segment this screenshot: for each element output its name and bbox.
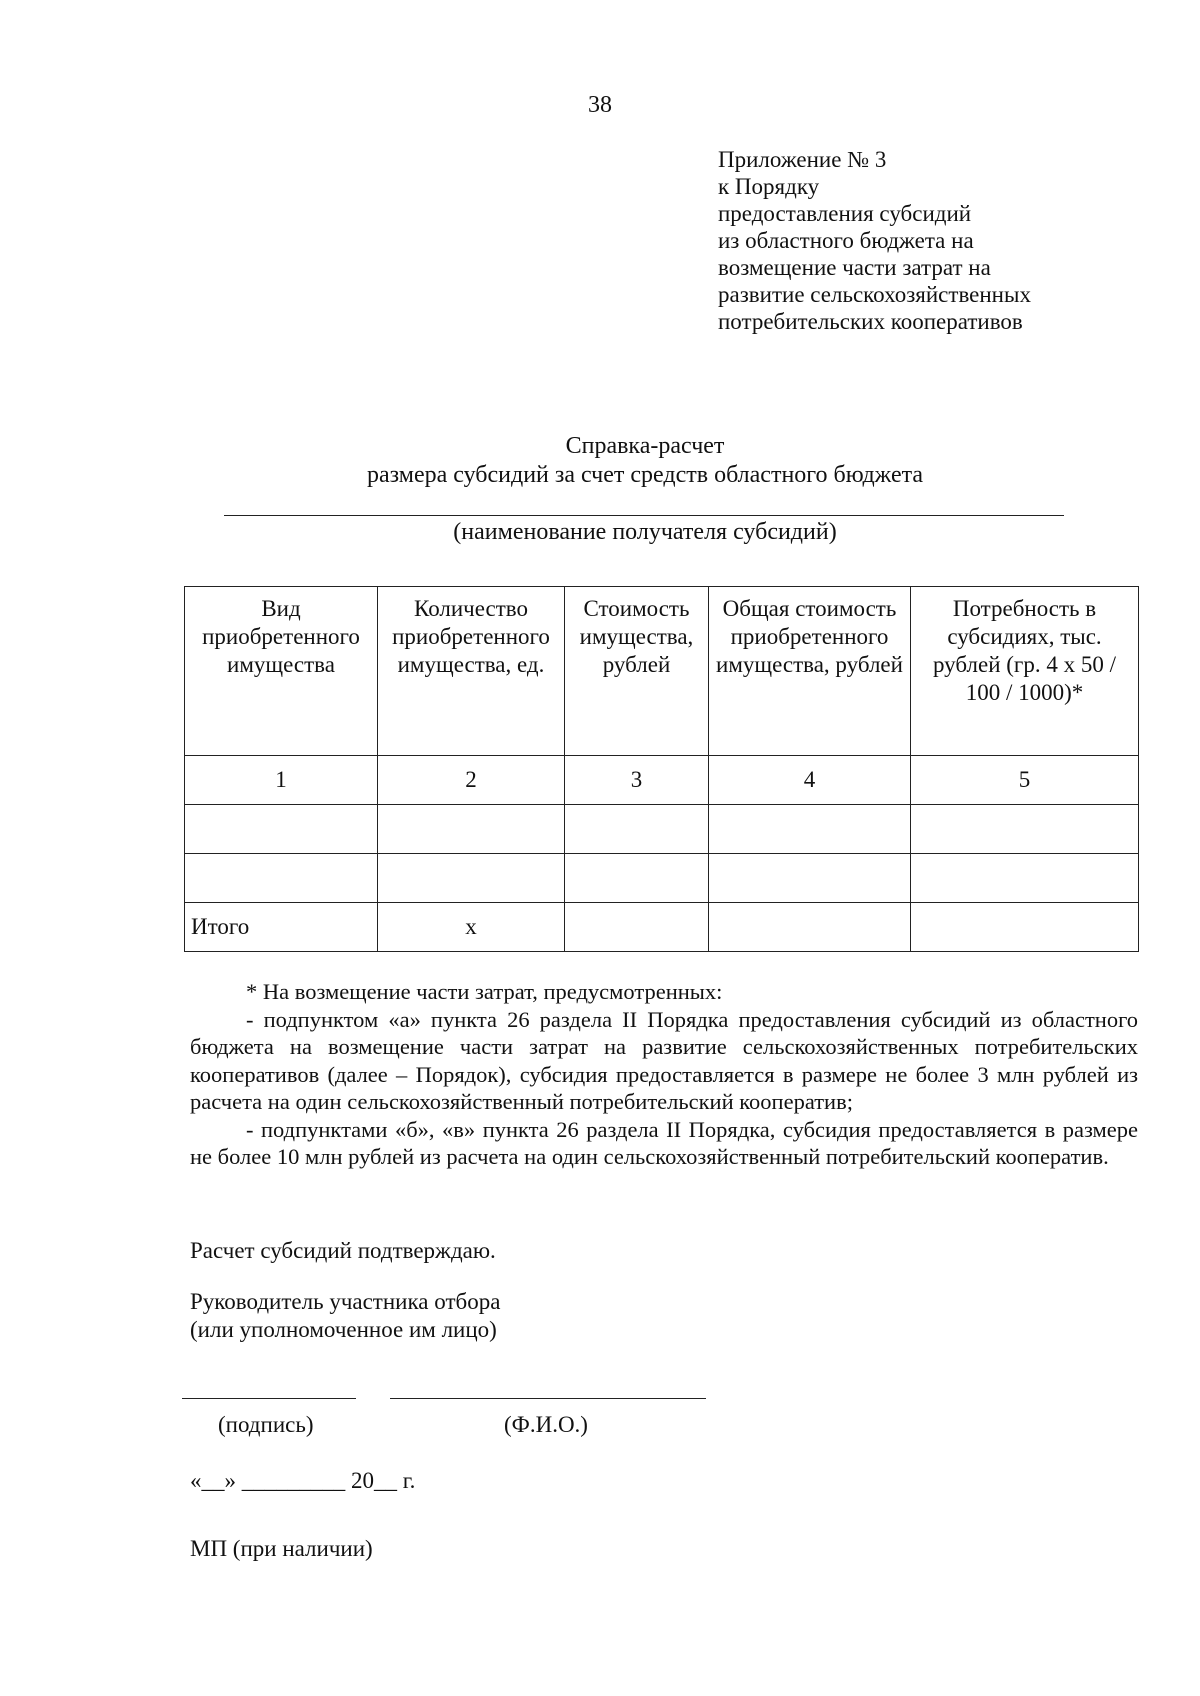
appendix-reference [718,146,1031,335]
title-line-1: Справка-расчет [565,433,725,459]
recipient-caption: (наименование получателя субсидий) [453,519,837,545]
table-header-row [185,587,1139,756]
page-number: 38 [588,92,612,118]
title-line-2: размера субсидий за счет средств областного бюджета [366,462,924,488]
column-number-row [185,756,1139,805]
signer-line-1: Руководитель участника отбора [190,1289,501,1314]
total-cell: x [378,903,565,952]
total-cell [565,903,709,952]
column-number: 5 [911,756,1139,805]
header-cell: Общая стоимость приобретенного имущества, рублей [709,587,911,756]
stamp-note: МП (при наличии) [190,1536,373,1561]
appendix-line: потребительских кооперативов [718,309,1023,334]
signature-blank [182,1398,356,1399]
header-cell: Количество приобретенного имущества, ед. [378,587,565,756]
table-cell [565,805,709,854]
table-cell [378,854,565,903]
signer-line-2: (или уполномоченное им лицо) [190,1317,497,1342]
footnote-item: - подпунктами «б», «в» пункта 26 раздела II Порядка, субсидия предоставляется в размере не более 10 млн рублей из расчета на один сельскохозяйственный потребительский кооператив. [190,1116,1138,1169]
table-row [185,805,1139,854]
appendix-line: Приложение № 3 [718,147,887,172]
header-cell: Вид приобретенного имущества [185,587,378,756]
appendix-line: к Порядку [718,174,820,199]
footnote-item: - подпунктом «а» пункта 26 раздела II Порядка предоставления субсидий из областного бюджета на возмещение части затрат на развитие сельскохозяйственных потребительских кооперативов (далее – Порядок), субсидия предоставляется в размере не более 3 млн рублей из расчета на один сельскохозяйственный потребительский кооператив; [190,1006,1138,1114]
table-cell [709,805,911,854]
total-cell [911,903,1139,952]
table-cell [709,854,911,903]
footnote-intro: * На возмещение части затрат, предусмотренных: [246,979,723,1004]
table-cell [185,854,378,903]
total-label: Итого [185,903,378,952]
column-number: 1 [185,756,378,805]
table-cell [911,854,1139,903]
appendix-line: из областного бюджета на [718,228,974,253]
table-cell [378,805,565,854]
name-blank [390,1398,706,1399]
appendix-line: возмещение части затрат на [718,255,991,280]
signer-block [190,1288,500,1344]
appendix-line: развитие сельскохозяйственных [718,282,1031,307]
table-cell [185,805,378,854]
header-cell: Стоимость имущества, рублей [565,587,709,756]
table-row [185,854,1139,903]
header-cell: Потребность в субсидиях, тыс. рублей (гр. 4 x 50 / 100 / 1000)* [911,587,1139,756]
subsidy-calculation-table [184,586,1139,952]
total-row [185,903,1139,952]
footnotes [190,978,1138,1171]
name-label: (Ф.И.О.) [504,1412,588,1437]
appendix-line: предоставления субсидий [718,201,972,226]
document-title [180,432,1110,490]
table-cell [565,854,709,903]
column-number: 4 [709,756,911,805]
confirmation-text: Расчет субсидий подтверждаю. [190,1238,496,1263]
recipient-name-blank [224,515,1064,516]
signature-label: (подпись) [218,1412,314,1437]
column-number: 2 [378,756,565,805]
date-line: «__» _________ 20__ г. [190,1468,416,1493]
total-cell [709,903,911,952]
table-cell [911,805,1139,854]
column-number: 3 [565,756,709,805]
